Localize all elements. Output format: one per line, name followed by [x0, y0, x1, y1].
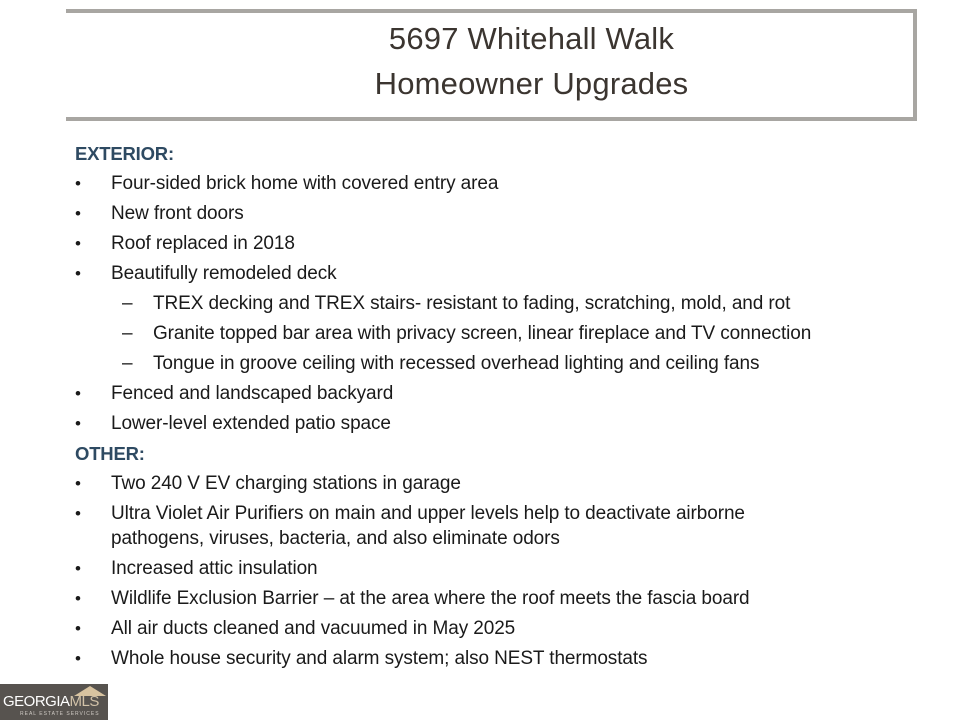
bullet-icon: •	[75, 204, 81, 223]
list-item-text: New front doors	[111, 203, 244, 224]
list-item-text: All air ducts cleaned and vacuumed in May 2025	[111, 618, 516, 639]
list-item-text: Fenced and landscaped backyard	[111, 383, 394, 404]
dash-icon: –	[122, 353, 133, 374]
list-item	[75, 169, 935, 199]
dash-icon: –	[122, 293, 133, 314]
list-item	[75, 644, 935, 674]
georgia-mls-logo	[0, 684, 108, 720]
sub-list-item-text: Granite topped bar area with privacy screen, linear fireplace and TV connection	[153, 323, 812, 344]
bullet-icon: •	[75, 589, 81, 608]
bullet-icon: •	[75, 174, 81, 193]
title-subtitle: Homeowner Upgrades	[374, 66, 689, 101]
list-item	[75, 379, 935, 409]
list-item	[75, 584, 935, 614]
bullet-icon: •	[75, 504, 81, 523]
bullet-icon: •	[75, 619, 81, 638]
bullet-icon: •	[75, 649, 81, 668]
sub-list-item-text: Tongue in groove ceiling with recessed overhead lighting and ceiling fans	[153, 353, 760, 374]
sub-list-item-text: TREX decking and TREX stairs- resistant to fading, scratching, mold, and rot	[153, 293, 791, 314]
list-item-text: Four-sided brick home with covered entry area	[111, 173, 499, 194]
list-item	[75, 469, 935, 499]
sub-list-item	[75, 349, 935, 379]
logo-subtitle: REAL ESTATE SERVICES	[20, 711, 100, 717]
list-item-text: Beautifully remodeled deck	[111, 263, 337, 284]
logo-wordmark	[3, 693, 99, 710]
title-address: 5697 Whitehall Walk	[388, 21, 675, 56]
list-item-text: Lower-level extended patio space	[111, 413, 391, 434]
bullet-icon: •	[75, 384, 81, 403]
list-item-text: Two 240 V EV charging stations in garage	[111, 473, 461, 494]
bullet-icon: •	[75, 234, 81, 253]
section-heading-exterior: EXTERIOR:	[75, 143, 174, 164]
list-item	[75, 614, 935, 644]
dash-icon: –	[122, 323, 133, 344]
list-item	[75, 259, 935, 289]
list-item-text: Roof replaced in 2018	[111, 233, 295, 254]
list-item	[75, 499, 831, 554]
list-item-text: Whole house security and alarm system; also NEST thermostats	[111, 648, 648, 669]
bullet-icon: •	[75, 414, 81, 433]
list-item	[75, 409, 935, 439]
sub-list-item	[75, 319, 935, 349]
sub-list-item	[75, 289, 935, 319]
list-item-text: Ultra Violet Air Purifiers on main and upper levels help to deactivate airborne pathogens, viruses, bacteria, and also eliminate odors	[111, 503, 745, 549]
logo-word-accent: MLS	[69, 693, 99, 710]
title-box	[66, 9, 917, 121]
list-item	[75, 199, 935, 229]
list-item-text: Increased attic insulation	[111, 558, 318, 579]
bullet-icon: •	[75, 474, 81, 493]
bullet-icon: •	[75, 559, 81, 578]
list-item-text: Wildlife Exclusion Barrier – at the area where the roof meets the fascia board	[111, 588, 750, 609]
list-item	[75, 229, 935, 259]
upgrades-content	[75, 139, 935, 674]
bullet-icon: •	[75, 264, 81, 283]
list-item	[75, 554, 935, 584]
logo-word-main: GEORGIA	[3, 693, 70, 710]
section-heading-other: OTHER:	[75, 443, 145, 464]
